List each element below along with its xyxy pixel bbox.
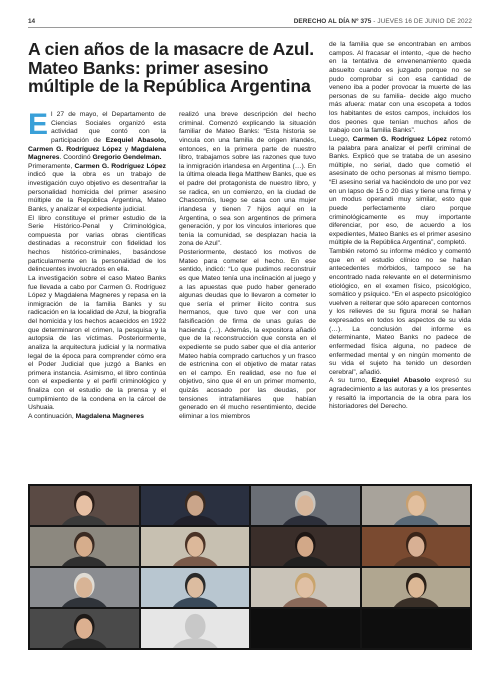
page-header: [28, 16, 472, 28]
speaker-name: Carmen G. Rodríguez López: [74, 162, 167, 170]
participant-photo: [362, 568, 471, 607]
participant-photo: [362, 527, 471, 566]
publication-name: DERECHO AL DÍA Nº 375: [293, 18, 372, 25]
participant-video-tile: [362, 568, 471, 607]
text-run: La investigación sobre el caso Mateo Banks fue llevada a cabo por Carmen G. Rodríguez López y Magdalena Magneres y repasa en la inmigración de la familia Banks y su radicación en la localidad de Azul, la biografía del homicida y los hechos acaecidos en 1922 que determinaron el crimen, la pesquisa y la autopsia de las víctimas. Posteriormente, analiza la arquitectura judicial y la normativa legal de la época para comprender cómo era el Poder Judicial que juzgó a Banks en primera instancia. Asimismo, el libro continúa con el expediente y el perfil criminológico y finaliza con el estudio de la prensa y el cumplimiento de la condena en la cárcel de Ushuaia.: [28, 274, 166, 412]
speaker-name: Ezequiel Abasolo: [371, 377, 431, 385]
article-title: A cien años de la masacre de Azul. Mateo Banks: primer asesino múltiple de la República Argentina: [28, 39, 314, 96]
avatar-placeholder-tile: [141, 609, 250, 648]
speaker-name: Carmen G. Rodríguez López: [352, 135, 447, 143]
participant-video-tile: [141, 486, 250, 525]
text-run: . Coordinó: [59, 154, 93, 162]
speaker-name: Magdalena Magneres: [28, 145, 166, 162]
paragraph: [28, 413, 166, 422]
paragraph: [28, 215, 166, 275]
empty-tile: [251, 609, 360, 648]
text-run: expresó su agradecimiento a las autoras y a los presentes y resaltó la importancia de la obra para los historiadores del Derecho.: [329, 377, 471, 411]
article-column-2: [179, 111, 316, 422]
text-run: y: [121, 145, 132, 153]
paragraph: [329, 248, 471, 377]
participant-video-tile: [141, 568, 250, 607]
participant-video-tile: [251, 527, 360, 566]
text-run: de la familia que se encontraban en ambos campos. Al fracasar el intento, -que de hecho en la tentativa de envenenamiento queda absuelto cuando es juzgado porque no se pudo comprobar si con esa cantidad de veneno iba a poder provocar la muerte de las personas de su familia- decide algo mucho más afuera: matar con una escopeta a todos los habitantes de estos campos, incluidos los dos peones que tenían muchos años de trabajo con la familia Banks”.: [329, 41, 471, 135]
article-column-1: [28, 108, 167, 422]
speaker-name: Ezequiel Abasolo, Carmen G. Rodríguez López: [28, 136, 166, 153]
paragraph: [329, 41, 471, 136]
participant-video-tile: [30, 609, 139, 648]
speaker-name: Gregorio Gendelman.: [92, 154, 162, 162]
avatar-silhouette-icon: [141, 609, 250, 648]
text-run: indicó que la obra es un trabajo de investigación cuyo objetivo es desentrañar la personalidad homicida del primer asesino múltiple de la República Argentina, Mateo Banks, y analizar el expediente judicial.: [28, 171, 166, 213]
drop-cap: E: [28, 108, 49, 141]
paragraph: [179, 249, 316, 422]
participant-video-tile: [30, 527, 139, 566]
text-run: retomó la palabra para analizar el perfil criminal de Banks. Explicó que se trataba de un asesino múltiple, no serial, dado que cometió el asesinato de ocho personas al mismo tiempo. “El asesino serial va haciéndolo de uno por vez en un lapso de 15 o 20 días y tiene una firma y un modus operandi muy similar, esto que puede perfectamente claro porque criminológicamente es muy importante diferenciar, por eso, de acuerdo a los expedientes, Mateo Banks es el primer asesino múltiple de la República Argentina”, completó.: [329, 135, 471, 247]
text-run: Luego,: [329, 135, 353, 143]
participant-photo: [30, 568, 139, 607]
paragraph: [329, 136, 471, 248]
text-run: A su turno,: [329, 377, 372, 385]
empty-tile: [362, 609, 471, 648]
text-run: Posteriormente, destacó los motivos de Mateo para cometer el hecho. En ese sentido, indicó: “Lo que pudimos reconstruir es que Mateo tenía una inclinación al juego y a las apuestas que pudo haber generado algunas deudas que lo llevaron a cometer lo que sería el primer ilícito contra sus hermanos, que tuvo que ver con una falsificación de firma de unas guías de hacienda (…). Además, la expositora añadió que de la reconstrucción que consta en el expediente se pudo saber que el día anterior Mateo había comprado cartuchos y un frasco de estricnina con el objetivo de matar ratas en el campo. En realidad, ese no fue el objetivo, sino que él en un primer momento, quizás acosado por las deudas, por tensiones intrafamiliares que habían generado en él mucho resentimiento, decide eliminar a los miembros: [179, 249, 316, 420]
participant-photo: [251, 568, 360, 607]
participant-video-tile: [141, 527, 250, 566]
text-run: realizó una breve descripción del hecho criminal. Comenzó explicando la situación familiar de Mateo Banks: “Esta historia se vincula con una familia de origen irlandés, entonces, en la primera parte de nuestro libro, trabajamos sobre las razones que tuvo la inmigración irlandesa en Argentina (…). En la última oleada llega Matthew Banks, que es el padre del protagonista de nuestro libro, y se radica, en un comienzo, en la ciudad de Chascomús, luego se casa con una mujer irlandesa y tienen 7 hijos aquí en la Argentina, o sea son argentinos de primera generación, y por los vínculos interiores que tenía la comunidad, se desplazan hacia la zona de Azul”.: [179, 111, 316, 248]
video-call-gallery: [28, 484, 472, 650]
text-run: El libro constituye el primer estudio de la Serie Histórico-Penal y Criminológica, compuesta por varias obras científicas destinadas a reconstruir con fidelidad los hechos histórico-criminales, basándose particularmente en la personalidad de los delincuentes involucrados en ella.: [28, 214, 166, 274]
participant-photo: [30, 609, 139, 648]
participant-video-tile: [30, 568, 139, 607]
participant-video-tile: [30, 486, 139, 525]
participant-video-tile: [362, 486, 471, 525]
issue-date: - JUEVES 16 DE JUNIO DE 2022: [371, 18, 472, 25]
paragraph: [28, 163, 166, 215]
paragraph: [28, 275, 166, 413]
article-column-3: [329, 41, 471, 412]
page-number: 14: [28, 18, 36, 25]
participant-photo: [251, 527, 360, 566]
participant-photo: [141, 527, 250, 566]
participant-photo: [141, 486, 250, 525]
participant-photo: [30, 486, 139, 525]
participant-video-tile: [362, 527, 471, 566]
text-run: A continuación,: [28, 412, 76, 420]
participant-video-tile: [251, 486, 360, 525]
participant-video-tile: [251, 568, 360, 607]
paragraph: [179, 111, 316, 249]
paragraph: [329, 377, 471, 412]
text-run: También retomó su informe médico y comentó que en el estudio clínico no se hallan antecedentes mórbidos, tampoco se ha encontrado nada relevante en el determinismo etiológico, en el examen físico, psicológico, somático y psíquico. “En el aspecto psicológico vuelven a reiterar que sólo aparecen contornos y los relieves de su figura moral se hallan expresados en todos los aspectos de su vida (…). La conclusión del informe es determinante, Mateo Banks no padece de enfermedad física alguna, no padece de enfermedad mental y en ningún momento de su vida el sujeto ha tenido un desorden cerebral”, añadió.: [329, 248, 471, 376]
participant-photo: [251, 486, 360, 525]
text-run: Primeramente,: [28, 162, 75, 170]
issue-info: [294, 18, 472, 25]
participant-photo: [362, 486, 471, 525]
participant-photo: [30, 527, 139, 566]
paragraph: [28, 108, 166, 163]
speaker-name: Magdalena Magneres: [75, 412, 144, 420]
participant-photo: [141, 568, 250, 607]
text-run: l 27 de mayo, el Departamento de Ciencias Sociales organizó esta actividad que contó con la participación de: [51, 111, 166, 144]
